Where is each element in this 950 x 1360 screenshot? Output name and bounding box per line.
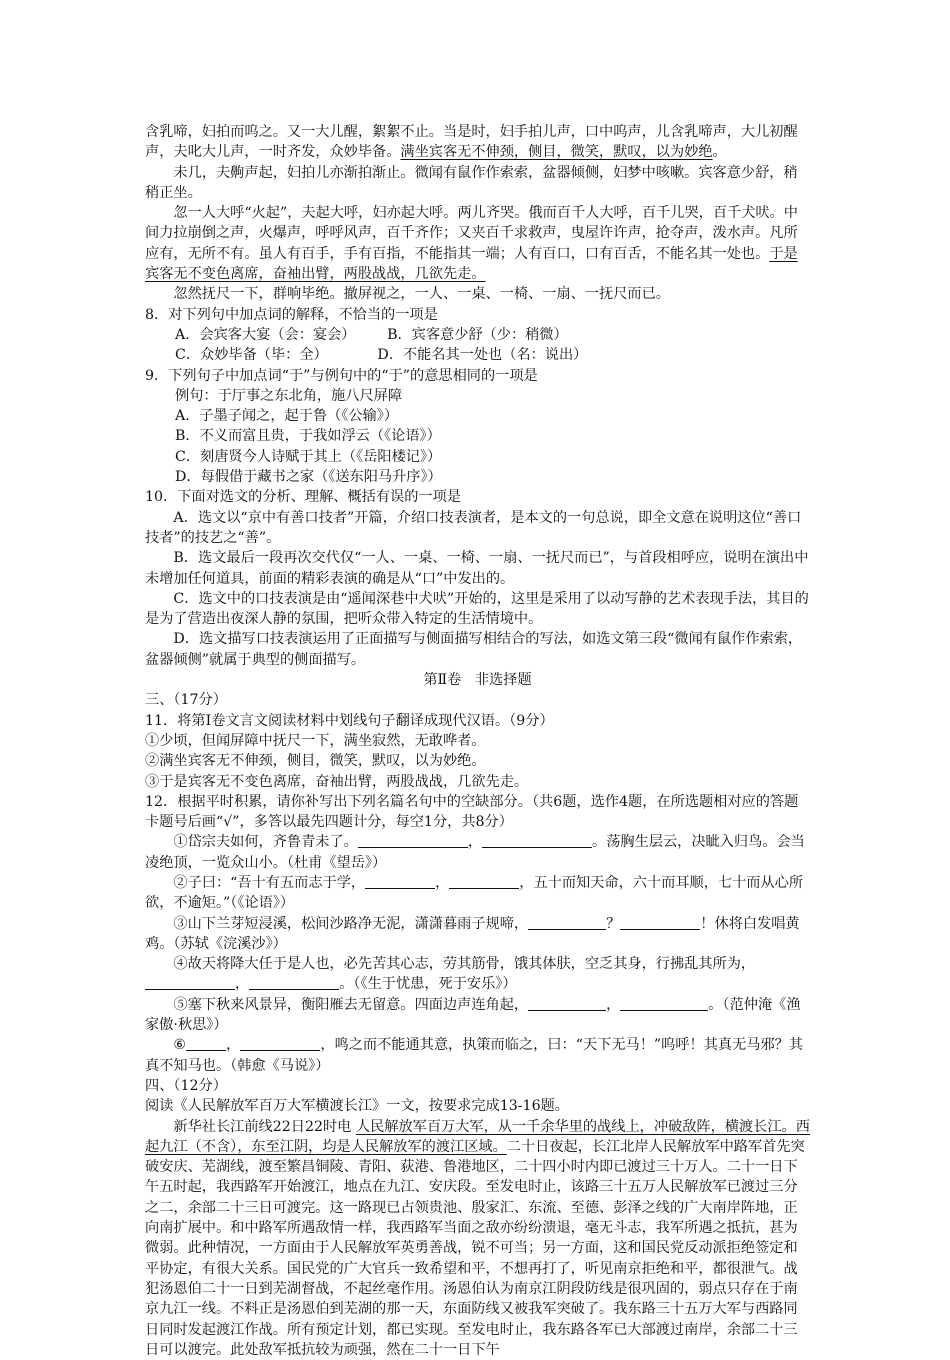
fill-text: ④故天将降大任于是人也，必先苦其心志，劳其筋骨，饿其体肤，空乏其身，行拂乱其所为， xyxy=(173,956,756,973)
answer-blank[interactable] xyxy=(186,1036,226,1051)
question-10-option: B．选文最后一段再次交代仅“一人、一桌、一椅、一扇、一抚尺而已”，与首段相呼应，说明在演出中未增加任何道具，前面的精彩表演的确是从“口”中发出的。 xyxy=(145,550,809,587)
question-9-stem: 9．下列句子中加点词“于”与例句中的“于”的意思相同的一项是 xyxy=(145,367,538,384)
question-12-item-6: ⑥ ， ，鸣之而不能通其意，执策而临之，曰：“天下无马！”呜呼！其真无马邪？其真不知马也。（韩愈《马说》） xyxy=(145,1037,804,1074)
part-4-heading: 四、（12分） xyxy=(145,1077,227,1094)
fill-text: ②子曰：“吾十有五而志于学， xyxy=(173,874,366,891)
passage-text: 含乳啼，妇拍而呜之。又一大儿醒，絮絮不止。当是时，妇手拍儿声，口中呜声，儿含乳啼声，大儿初醒声，夫叱大儿声，一时齐发，众妙毕备。 xyxy=(145,124,798,161)
question-8-options-row-2: C．众妙毕备（毕：全） D．不能名其一处也（名：说出） xyxy=(175,347,588,364)
question-12-item-4: ④故天将降大任于是人也，必先苦其心志，劳其筋骨，饿其体肤，空乏其身，行拂乱其所为，， 。（《生于忧患，死于安乐》） xyxy=(145,954,810,995)
question-8-options-row-1: A．会宾客大宴（会：宴会） B．宾客意少舒（少：稍微） xyxy=(175,326,568,343)
question-11-stem: 11．将第Ⅰ卷文言文阅读材料中划线句子翻译成现代汉语。（9分） xyxy=(145,712,554,729)
question-9-example: 例句：于厅事之东北角，施八尺屏障 xyxy=(175,387,403,404)
question-10-option: D．选文描写口技表演运用了正面描写与侧面描写相结合的写法，如选文第三段“微闻有鼠作作索索，盆器倾侧”就属于典型的侧面描写。 xyxy=(145,631,803,668)
question-10-stem: 10．下面对选文的分析、理解、概括有误的一项是 xyxy=(145,489,461,506)
passage-paragraph-2: 未几，夫齁声起，妇拍儿亦渐拍渐止。微闻有鼠作作索索，盆器倾侧，妇梦中咳嗽。宾客意少舒，稍稍正坐。 xyxy=(145,164,798,201)
answer-blank[interactable] xyxy=(620,915,700,930)
passage-text: 。 xyxy=(712,144,727,161)
passage-paragraph-1 xyxy=(145,122,810,163)
fill-text: ①岱宗夫如何，齐鲁青未了。 xyxy=(173,834,358,851)
question-9-option: C．刻唐贤今人诗赋于其上（《岳阳楼记》） xyxy=(175,448,442,465)
news-body: 二十日夜起，长江北岸人民解放军中路军首先突破安庆、芜湖线，渡至繁昌铜陵、青阳、荻港、鲁港地区，二十四小时内即已渡过三十万人。二十一日下午五时起，我西路军开始渡江，地点在九江、安庆段。至发电时止，该路三十五万人民解放军已渡过三分之二，余部二十三日可渡完。这一路现已占领贵池、殷家汇、东流、至德、彭泽之线的广大南岸阵地，正向南扩展中。和中路军所遇敌情一样，我西路军当面之敌亦纷纷溃退，毫无斗志，我军所遇之抵抗，甚为微弱。此种情况，一方面由于人民解放军英勇善战，锐不可当；另一方面，这和国民党反动派拒绝签定和平协定，有很大关系。国民党的广大官兵一致希望和平，不想再打了，听见南京拒绝和平，都很泄气。战犯汤恩伯二十一日到芜湖督战，不起丝毫作用。汤恩伯认为南京江阴段防线是很巩固的，弱点只存在于南京九江一线。不料正是汤恩伯到芜湖的那一天，东面防线又被我军突破了。我东路三十五万大军与西路同日同时发起渡江作战。所有预定计划，都已实现。至发电时止，我东路各军已大部渡过南岸，余部二十三日可以渡完。此处敌军抵抗较为顽强，然在二十一日下午 xyxy=(145,1138,805,1358)
question-10-option: C．选文中的口技表演是由“遥闻深巷中犬吠”开始的，这里是采用了以动写静的艺术表现手法，其目的是为了营造出夜深人静的氛围，把听众带入特定的生活情境中。 xyxy=(145,590,809,628)
answer-blank[interactable] xyxy=(240,1036,320,1051)
passage-text: 忽一人大呼“火起”，夫起大呼，妇亦起大呼。两儿齐哭。俄而百千人大呼，百千儿哭，百千犬吠。中间力拉崩倒之声，火爆声，呼呼风声，百千齐作；又夹百千求救声，曳屋许许声，抢夺声，泼水声。凡所应有，无所不有。虽人有百手，手有百指，不能指其一端；人有百口，口有百舌，不能名其一处也。 xyxy=(145,205,798,262)
part-3-heading: 三、（17分） xyxy=(145,692,227,709)
question-9-option: D．每假借于藏书之家（《送东阳马升序》） xyxy=(175,469,442,486)
fill-text: ？ xyxy=(606,915,621,932)
question-9-option: A．子墨子闻之，起于鲁（《公输》） xyxy=(175,408,399,425)
question-12-item-3 xyxy=(145,914,810,955)
fill-text: 。荡胸生层云，决眦入归鸟。会当凌绝顶，一览众山小。（杜甫《望岳》） xyxy=(145,834,805,871)
underlined-sentence: 于是宾客无不变色离席，奋袖出臂，两股战战，几欲先走。 xyxy=(145,245,798,283)
part-4-intro: 阅读《人民解放军百万大军横渡长江》一文，按要求完成13-16题。 xyxy=(145,1098,569,1115)
question-11-item: ③于是宾客无不变色离席，奋袖出臂，两股战战，几欲先走。 xyxy=(145,773,529,790)
news-article xyxy=(145,1117,810,1360)
question-10-option: A．选文以“京中有善口技者”开篇，介绍口技表演者，是本文的一句总说，即全文意在说明这位“善口技者”的技艺之“善”。 xyxy=(145,509,802,546)
section-title: 第Ⅱ卷 非选择题 xyxy=(423,672,532,689)
exam-page xyxy=(145,122,810,1360)
news-dateline: 新华社长江前线22日22时电 xyxy=(173,1118,356,1135)
fill-text: ⑥ xyxy=(173,1037,187,1054)
answer-blank[interactable] xyxy=(449,874,519,889)
fill-text: ，五十而知天命，六十而耳顺，七十而从心所欲，不逾矩。”（《论语》） xyxy=(145,874,804,912)
answer-blank[interactable] xyxy=(358,833,468,848)
answer-blank[interactable] xyxy=(528,915,606,930)
answer-blank[interactable] xyxy=(620,996,708,1011)
answer-blank[interactable] xyxy=(145,975,235,990)
fill-text: ⑤塞下秋来风景异，衡阳雁去无留意。四面边声连角起， xyxy=(173,996,529,1013)
question-8-stem: 8．对下列句中加点词的解释，不恰当的一项是 xyxy=(145,306,438,323)
question-12-item-1: ①岱宗夫如何，齐鲁青未了。 ， 。荡胸生层云，决眦入归鸟。会当凌绝顶，一览众山小。（杜甫《望岳》） xyxy=(145,834,805,871)
answer-blank[interactable] xyxy=(365,874,435,889)
question-12-stem: 12．根据平时积累，请你补写出下列名篇名句中的空缺部分。（共6题，选作4题，在所选题相对应的答题卡题号后画“√”，多答以最先四题计分，每空1分，共8分） xyxy=(145,793,799,831)
underlined-sentence: 人民解放军百万大军，从一千余华里的战线上，冲破敌阵，横渡长江。西起九江（不含），东至江阴，均是人民解放军的渡江区域。 xyxy=(145,1118,810,1155)
underlined-sentence: 满坐宾客无不伸颈，侧目，微笑，默叹，以为妙绝 xyxy=(400,144,713,161)
fill-text: 。（范仲淹《渔家傲·秋思》） xyxy=(145,996,801,1034)
fill-text: 。（《生于忧患，死于安乐》） xyxy=(339,976,517,993)
answer-blank[interactable] xyxy=(528,996,606,1011)
answer-blank[interactable] xyxy=(482,833,592,848)
passage-paragraph-4: 忽然抚尺一下，群响毕绝。撤屏视之，一人、一桌、一椅、一扇、一抚尺而已。 xyxy=(173,286,670,303)
question-12-item-2: ②子曰：“吾十有五而志于学， ， ，五十而知天命，六十而耳顺，七十而从心所欲，不逾矩。”（《论语》） xyxy=(145,874,804,912)
fill-text: ③山下兰芽短浸溪，松间沙路净无泥，潇潇暮雨子规啼， xyxy=(173,915,529,932)
question-9-option: B．不义而富且贵，于我如浮云（《论语》） xyxy=(175,428,441,445)
passage-paragraph-3 xyxy=(145,203,810,284)
question-11-item: ②满坐宾客无不伸颈，侧目，微笑，默叹，以为妙绝。 xyxy=(145,753,486,770)
question-12-item-5: ⑤塞下秋来风景异，衡阳雁去无留意。四面边声连角起， ， 。（范仲淹《渔家傲·秋思》） xyxy=(145,996,801,1034)
fill-text: ，鸣之而不能通其意，执策而临之，曰：“天下无马！”呜呼！其真无马邪？其真不知马也。（韩愈《马说》） xyxy=(145,1037,804,1074)
answer-blank[interactable] xyxy=(249,975,339,990)
fill-text: ！休将白发唱黄鸡。（苏轼《浣溪沙》） xyxy=(145,915,800,952)
question-11-item: ①少顷，但闻屏障中抚尺一下，满坐寂然，无敢哗者。 xyxy=(145,732,486,749)
